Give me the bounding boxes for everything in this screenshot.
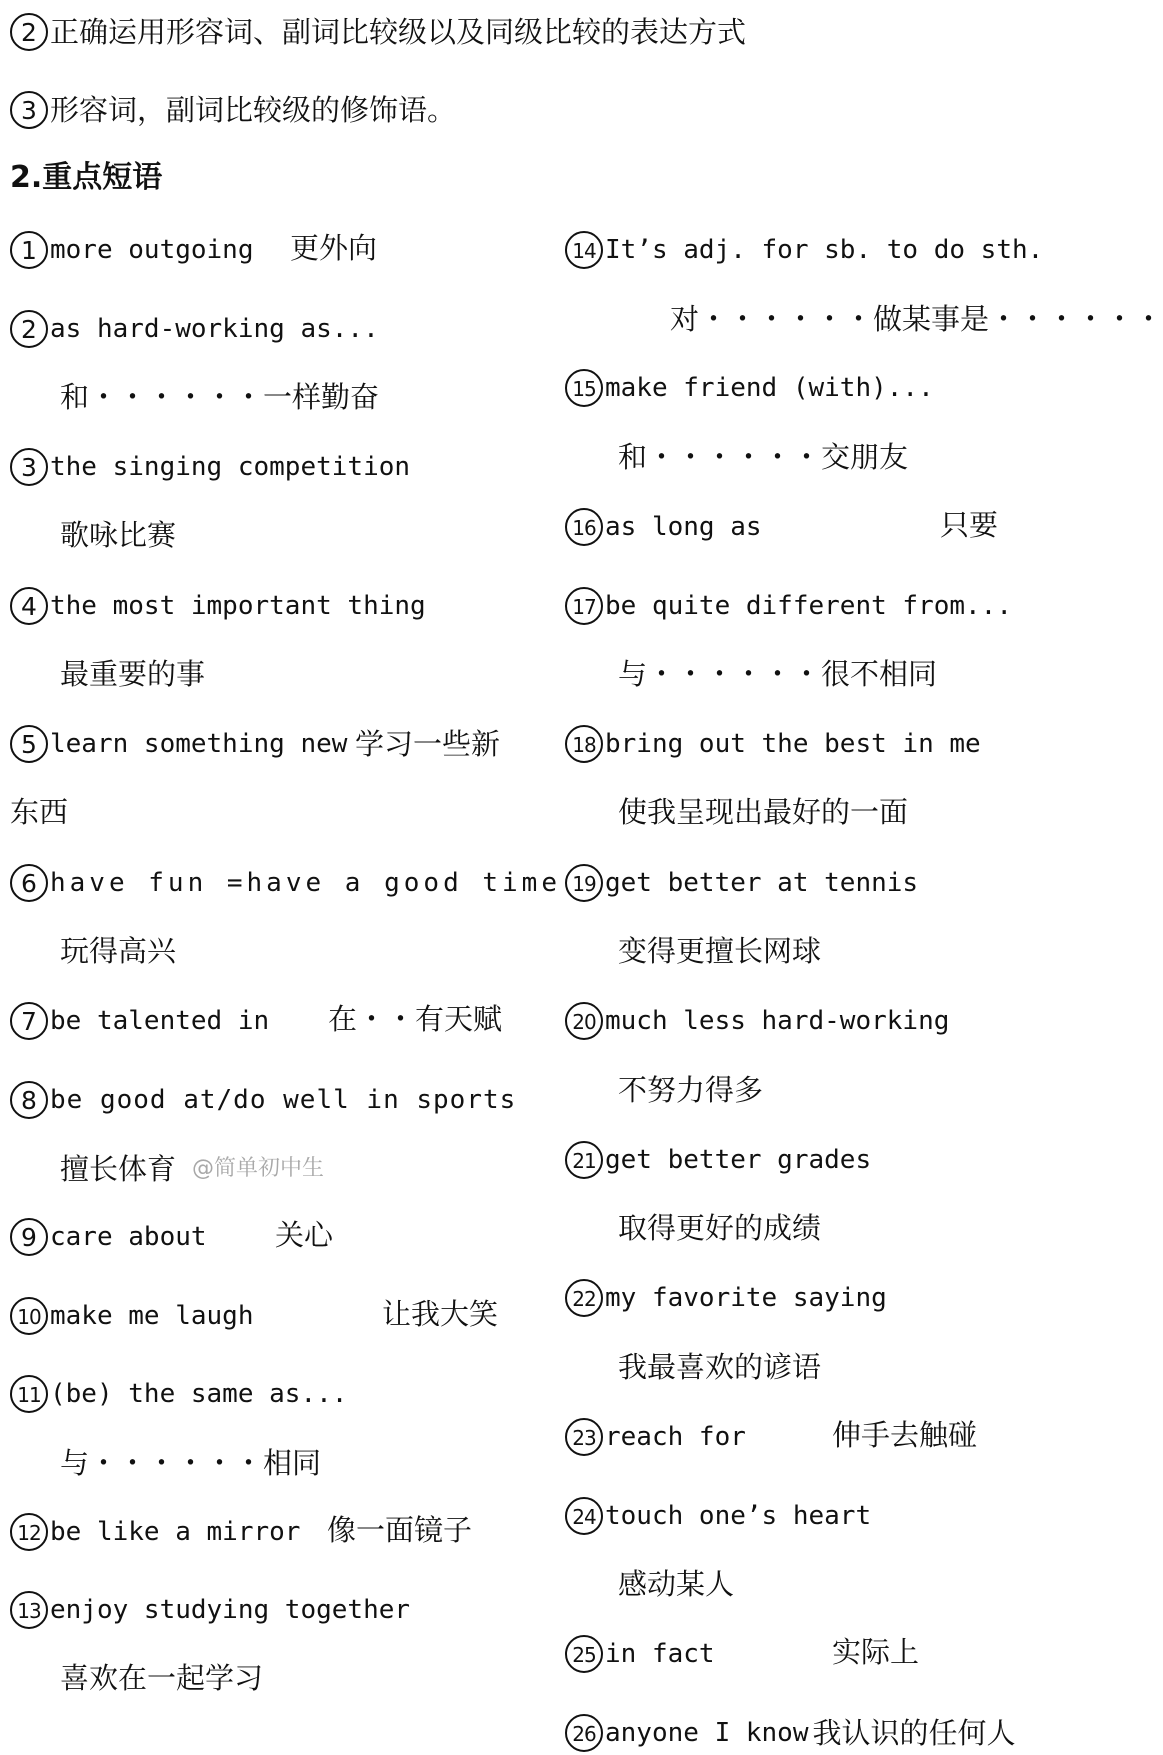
phrase-zh: 实际上 — [832, 1635, 920, 1669]
phrase-24 — [565, 1494, 871, 1534]
phrase-zh: 最重要的事 — [60, 657, 206, 691]
phrase-20 — [565, 999, 949, 1039]
phrase-zh: 感动某人 — [618, 1567, 735, 1601]
phrase-1-zh — [290, 226, 377, 266]
phrase-zh: 在・・有天赋 — [328, 1002, 503, 1036]
phrase-1 — [10, 228, 254, 268]
phrase-zh: 和・・・・・・交朋友 — [618, 440, 909, 474]
phrase-13 — [10, 1588, 410, 1628]
phrase-en: in fact — [605, 1639, 715, 1669]
phrase-en: more outgoing — [50, 235, 254, 265]
phrase-10 — [10, 1294, 254, 1334]
phrase-zh: 学习一些新 — [355, 727, 501, 761]
phrase-12-zh — [327, 1508, 472, 1548]
phrase-6-zh — [60, 929, 176, 969]
phrase-4-zh — [60, 652, 205, 692]
phrase-en: as long as — [605, 512, 762, 542]
phrase-zh: 只要 — [940, 508, 999, 542]
phrase-zh: 东西 — [10, 795, 69, 829]
item-number: 4 — [10, 587, 48, 625]
phrase-en: get better grades — [605, 1145, 872, 1175]
phrase-8 — [10, 1078, 516, 1118]
phrase-10-zh — [382, 1292, 498, 1332]
objective-3 — [10, 88, 456, 128]
phrase-14-zh — [670, 297, 1163, 337]
item-number: 14 — [565, 231, 603, 269]
phrase-19-zh — [618, 929, 821, 969]
phrase-zh: 歌咏比赛 — [60, 518, 177, 552]
phrase-zh: 像一面镜子 — [327, 1513, 473, 1547]
item-number: 6 — [10, 864, 48, 902]
phrase-en: make me laugh — [50, 1301, 254, 1331]
phrase-zh: 和・・・・・・一样勤奋 — [60, 380, 380, 414]
phrase-4 — [10, 584, 426, 624]
item-number: 22 — [565, 1279, 603, 1317]
phrase-en: be quite different from... — [605, 591, 1012, 621]
item-number: 3 — [10, 91, 48, 129]
phrase-zh: 使我呈现出最好的一面 — [618, 795, 909, 829]
phrase-19 — [565, 861, 918, 901]
phrase-en: make friend (with)... — [605, 373, 934, 403]
phrase-en: It’s adj. for sb. to do sth. — [605, 235, 1044, 265]
phrase-en: enjoy studying together — [50, 1595, 411, 1625]
phrase-9-zh — [275, 1213, 333, 1253]
phrase-5 — [10, 722, 347, 762]
phrase-en: as hard-working as... — [50, 314, 379, 344]
item-number: 5 — [10, 725, 48, 763]
phrase-en: get better at tennis — [605, 868, 919, 898]
phrase-zh: 不努力得多 — [618, 1073, 764, 1107]
phrase-zh: 对・・・・・・做某事是・・・・・・ — [670, 302, 1163, 336]
item-number: 26 — [565, 1714, 603, 1752]
item-number: 2 — [10, 13, 48, 51]
watermark: @简单初中生 — [192, 1156, 325, 1181]
item-number: 20 — [565, 1002, 603, 1040]
phrase-25-zh — [832, 1630, 919, 1670]
section-title: 2.重点短语 — [10, 160, 163, 195]
item-number: 24 — [565, 1497, 603, 1535]
phrase-11-zh — [60, 1441, 321, 1481]
phrase-en: bring out the best in me — [605, 729, 981, 759]
item-number: 1 — [10, 231, 48, 269]
phrase-22-zh — [618, 1345, 821, 1385]
phrase-17-zh — [618, 652, 937, 692]
phrase-en: (be) the same as... — [50, 1379, 348, 1409]
phrase-26 — [565, 1711, 1016, 1751]
phrase-en: be talented in — [50, 1006, 270, 1036]
phrase-6 — [10, 861, 561, 901]
item-number: 7 — [10, 1002, 48, 1040]
item-number: 19 — [565, 864, 603, 902]
phrase-en: care about — [50, 1222, 207, 1252]
phrase-16 — [565, 505, 762, 545]
phrase-en: learn something new — [50, 729, 348, 759]
phrase-zh: 我最喜欢的谚语 — [618, 1350, 822, 1384]
phrase-8-zh — [60, 1147, 324, 1187]
item-number: 11 — [10, 1375, 48, 1413]
phrase-en: the most important thing — [50, 591, 426, 621]
phrase-en: be like a mirror — [50, 1517, 301, 1547]
phrase-en: touch one’s heart — [605, 1501, 872, 1531]
phrase-25 — [565, 1632, 715, 1672]
phrase-2-zh — [60, 375, 379, 415]
item-number: 21 — [565, 1141, 603, 1179]
item-number: 10 — [10, 1297, 48, 1335]
phrase-zh: 更外向 — [290, 231, 378, 265]
phrase-22 — [565, 1276, 887, 1316]
phrase-zh: 我认识的任何人 — [812, 1716, 1016, 1750]
phrase-15-zh — [618, 435, 908, 475]
phrase-zh: 玩得高兴 — [60, 934, 177, 968]
phrase-zh: 变得更擅长网球 — [618, 934, 822, 968]
phrase-zh: 擅长体育 — [60, 1152, 177, 1186]
phrase-en: be good at/do well in sports — [50, 1085, 517, 1115]
phrase-24-zh — [618, 1562, 734, 1602]
phrase-en: reach for — [605, 1422, 746, 1452]
item-number: 3 — [10, 448, 48, 486]
phrase-21 — [565, 1138, 871, 1178]
item-number: 15 — [565, 369, 603, 407]
item-number: 16 — [565, 508, 603, 546]
phrase-en: have fun =have a good time — [50, 868, 561, 898]
phrase-9 — [10, 1215, 207, 1255]
item-number: 12 — [10, 1513, 48, 1551]
phrase-zh: 与・・・・・・很不相同 — [618, 657, 938, 691]
phrase-12 — [10, 1510, 300, 1550]
item-number: 2 — [10, 310, 48, 348]
phrase-5-zh — [355, 722, 500, 762]
phrase-20-zh — [618, 1068, 763, 1108]
phrase-21-zh — [618, 1206, 821, 1246]
phrase-7 — [10, 999, 269, 1039]
item-number: 23 — [565, 1418, 603, 1456]
phrase-7-zh — [328, 997, 502, 1037]
phrase-zh: 取得更好的成绩 — [618, 1211, 822, 1245]
item-number: 9 — [10, 1218, 48, 1256]
phrase-3 — [10, 445, 410, 485]
phrase-2 — [10, 307, 379, 347]
phrase-en: my favorite saying — [605, 1283, 887, 1313]
phrase-23 — [565, 1415, 746, 1455]
phrase-5-zh-cont — [10, 790, 68, 830]
phrase-15 — [565, 366, 934, 406]
phrase-16-zh — [940, 503, 998, 543]
phrase-en: much less hard-working — [605, 1006, 950, 1036]
phrase-3-zh — [60, 513, 176, 553]
phrase-zh: 与・・・・・・相同 — [60, 1446, 322, 1480]
phrase-18-zh — [618, 790, 908, 830]
phrase-zh: 让我大笑 — [382, 1297, 499, 1331]
objective-text: 形容词，副词比较级的修饰语。 — [50, 93, 457, 127]
phrase-18 — [565, 722, 981, 762]
phrase-zh: 关心 — [275, 1218, 334, 1252]
item-number: 18 — [565, 725, 603, 763]
item-number: 17 — [565, 587, 603, 625]
phrase-zh: 伸手去触碰 — [832, 1418, 978, 1452]
item-number: 13 — [10, 1591, 48, 1629]
phrase-11 — [10, 1372, 347, 1412]
item-number: 8 — [10, 1081, 48, 1119]
phrase-zh: 喜欢在一起学习 — [60, 1661, 264, 1695]
phrase-en: anyone I know — [605, 1718, 809, 1748]
phrase-13-zh — [60, 1656, 263, 1696]
phrase-17 — [565, 584, 1012, 624]
phrase-en: the singing competition — [50, 452, 411, 482]
phrase-14 — [565, 228, 1043, 268]
objective-2 — [10, 10, 746, 50]
item-number: 25 — [565, 1635, 603, 1673]
objective-text: 正确运用形容词、副词比较级以及同级比较的表达方式 — [50, 15, 747, 49]
phrase-23-zh — [832, 1413, 977, 1453]
